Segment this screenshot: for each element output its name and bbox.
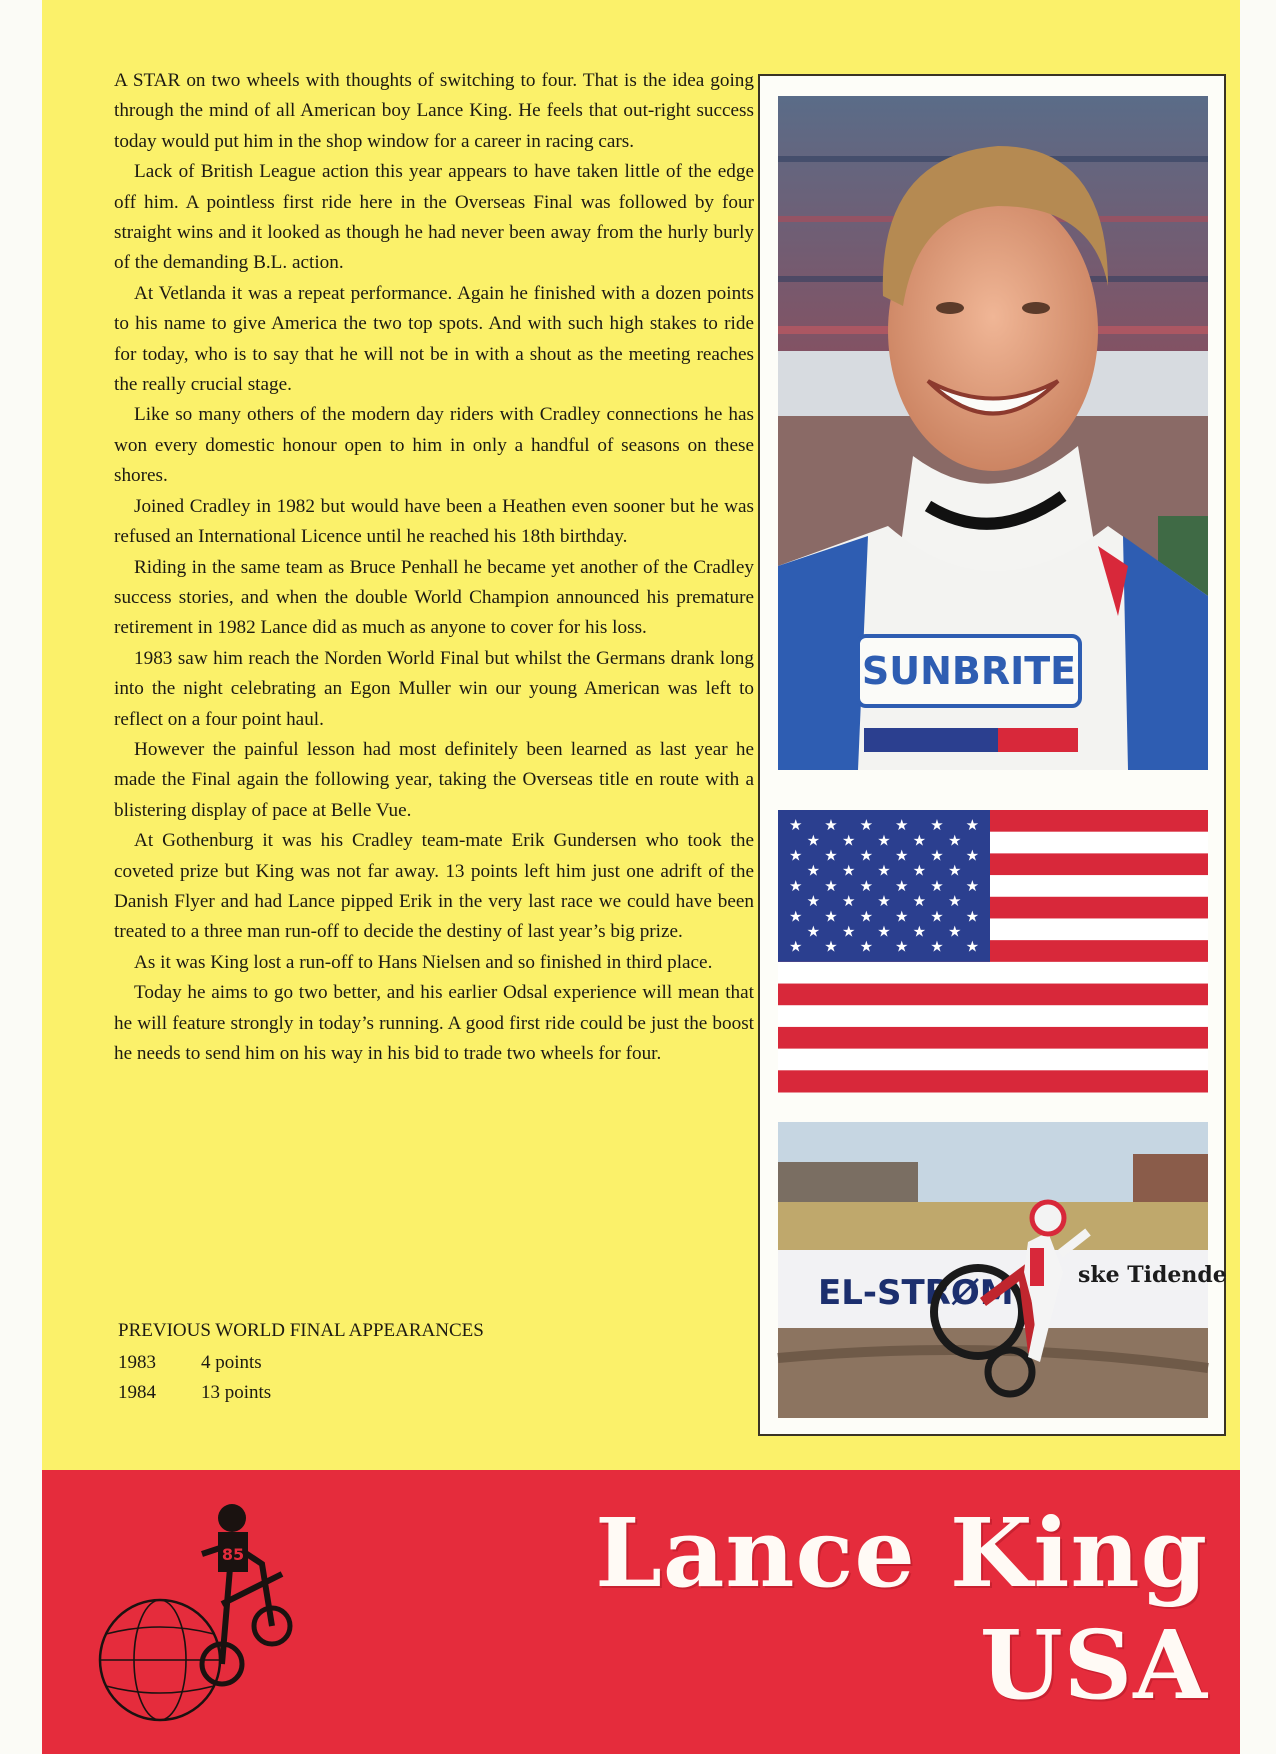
article-paragraph: Like so many others of the modern day riders with Cradley connections he has won every domestic honour open to him in only a handful of seasons on these shores. (114, 404, 754, 487)
flag-star: ★ (930, 937, 944, 956)
flag-star: ★ (877, 861, 891, 880)
title-line-country: USA (979, 1610, 1208, 1721)
speedway-action-photo (778, 1122, 1227, 1418)
appearance-year: 1984 (118, 1382, 156, 1403)
flag-star: ★ (930, 907, 944, 926)
article-paragraph: Riding in the same team as Bruce Penhall he became yet another of the Cradley success stories, and when the double World Champion announced his premature retirement in 1982 Lance did as much as anyone to cover for his loss. (114, 556, 754, 639)
rider-portrait-photo (778, 96, 1208, 770)
flag-star: ★ (947, 922, 962, 941)
flag-star: ★ (894, 907, 909, 926)
flag-star: ★ (877, 831, 891, 850)
article-body (114, 66, 754, 1069)
appearance-points: 13 points (201, 1382, 272, 1403)
flag-stripe (778, 1005, 1208, 1027)
flag-star: ★ (841, 861, 856, 880)
appearances-title: PREVIOUS WORLD FINAL APPEARANCES (118, 1320, 484, 1341)
flag-star: ★ (912, 922, 927, 941)
article-paragraph: As it was King lost a run-off to Hans Nielsen and so finished in third place. (134, 951, 713, 973)
article-paragraph: At Vetlanda it was a repeat performance. Again he finished with a dozen points to his name to give America the two top spots. And with such high stakes to ride for today, who is to say that he will not be in with a shout as the meeting reaches the really crucial stage. (114, 282, 754, 396)
flag-star: ★ (930, 876, 944, 895)
flag-star: ★ (877, 922, 891, 941)
article-paragraph: 1983 saw him reach the Norden World Final but whilst the Germans drank long into the night celebrating an Egon Muller win our young American was left to reflect on a four point haul. (114, 647, 754, 730)
flag-star: ★ (965, 907, 980, 926)
flag-star: ★ (965, 876, 980, 895)
appearance-year: 1983 (118, 1352, 156, 1373)
flag-star: ★ (965, 816, 980, 835)
board-left-text: EL-STRØM (818, 1273, 1014, 1313)
photo-panel (758, 74, 1226, 1436)
article-paragraph: However the painful lesson had most definitely been learned as last year he made the Final again the following year, taking the Overseas title en route with a blistering display of pace at Belle Vue. (114, 738, 754, 821)
flag-star: ★ (824, 846, 838, 865)
us-flag-image (778, 810, 1208, 1092)
flag-star: ★ (859, 846, 874, 865)
article-paragraph: At Gothenburg it was his Cradley team-mate Erik Gundersen who took the coveted prize but King was not far away. 13 points left him just one adrift of the Danish Flyer and had Lance pipped Erik in the very last race we could have been treated to a three man run-off to decide the destiny of last year’s big prize. (114, 830, 754, 943)
flag-stripe (778, 1070, 1208, 1092)
article-paragraph: A STAR on two wheels with thoughts of switching to four. That is the idea going through the mind of all American boy Lance King. He feels that out-right success today would put him in the shop window for a career in racing cars. (114, 70, 754, 152)
flag-star: ★ (806, 922, 821, 941)
flag-star: ★ (894, 816, 909, 835)
flag-star: ★ (806, 831, 821, 850)
title-banner (42, 1470, 1240, 1754)
appearance-row (118, 1378, 618, 1408)
title-line-name: Lance King (595, 1498, 1208, 1609)
flag-star: ★ (947, 861, 962, 880)
flag-star: ★ (859, 816, 874, 835)
flag-star: ★ (788, 907, 803, 926)
flag-star: ★ (930, 816, 944, 835)
flag-star: ★ (859, 937, 874, 956)
speedway-rider-globe-icon (72, 1484, 302, 1724)
helmet-number: 85 (221, 1545, 245, 1564)
flag-stripe (778, 1049, 1208, 1071)
flag-stripe (778, 1027, 1208, 1049)
flag-star: ★ (947, 892, 962, 911)
flag-stripe (778, 984, 1208, 1006)
flag-star: ★ (841, 922, 856, 941)
flag-star: ★ (912, 831, 927, 850)
flag-star: ★ (965, 846, 980, 865)
jersey-text: SUNBRITE (861, 649, 1077, 693)
article-paragraph: Joined Cradley in 1982 but would have been a Heathen even sooner but he was refused an International Licence until he reached his 18th birthday. (114, 495, 754, 548)
board-right-text: ske Tidende (1078, 1262, 1227, 1288)
flag-star: ★ (841, 831, 856, 850)
flag-star: ★ (824, 876, 838, 895)
article-paragraph: Today he aims to go two better, and his earlier Odsal experience will mean that he will feature strongly in today’s running. A good first ride could be just the boost he needs to send him on his way in his bid to trade two wheels for four. (114, 982, 754, 1064)
flag-star: ★ (894, 846, 909, 865)
flag-star: ★ (788, 846, 803, 865)
flag-star: ★ (788, 937, 803, 956)
flag-stripe (778, 962, 1208, 984)
flag-star: ★ (788, 876, 803, 895)
flag-star: ★ (894, 876, 909, 895)
flag-star: ★ (965, 937, 980, 956)
flag-star: ★ (824, 937, 838, 956)
flag-star: ★ (859, 907, 874, 926)
flag-star: ★ (788, 816, 803, 835)
world-final-appearances (118, 1316, 618, 1408)
flag-star: ★ (824, 816, 838, 835)
flag-star: ★ (947, 831, 962, 850)
article-paragraph: Lack of British League action this year appears to have taken little of the edge off him. A pointless first ride here in the Overseas Final was followed by four straight wins and it looked as though he had never been away from the hurly burly of the demanding B.L. action. (114, 161, 754, 274)
flag-star: ★ (894, 937, 909, 956)
appearance-row (118, 1348, 618, 1378)
rider-name-title (595, 1498, 1208, 1722)
flag-star: ★ (824, 907, 838, 926)
flag-star: ★ (806, 892, 821, 911)
programme-page (42, 0, 1240, 1754)
flag-star: ★ (877, 892, 891, 911)
appearance-points: 4 points (201, 1352, 262, 1373)
flag-star: ★ (930, 846, 944, 865)
flag-star: ★ (859, 876, 874, 895)
flag-star: ★ (806, 861, 821, 880)
flag-star: ★ (912, 861, 927, 880)
flag-star: ★ (912, 892, 927, 911)
flag-star: ★ (841, 892, 856, 911)
